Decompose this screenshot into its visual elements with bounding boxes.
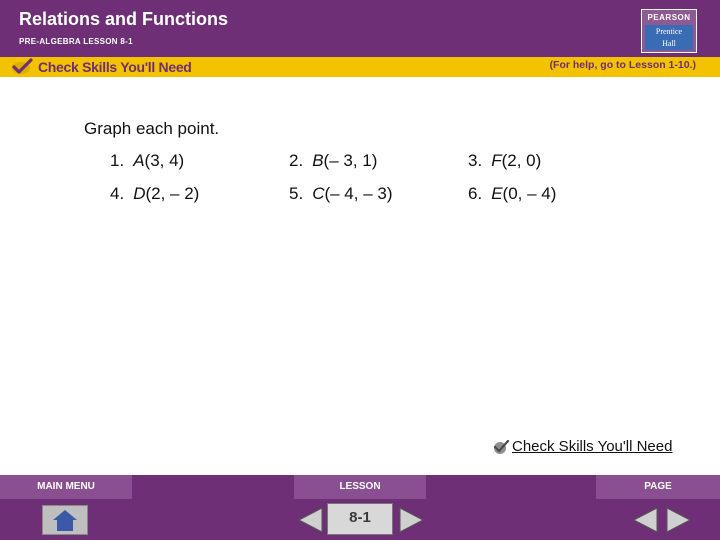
point-label: B: [312, 151, 324, 170]
lesson-previous-icon[interactable]: [295, 505, 325, 535]
problem-item: [468, 151, 541, 171]
skills-bar-title: Check Skills You'll Need: [38, 59, 192, 75]
checkmark-icon: [492, 439, 510, 455]
point-label: A: [133, 151, 145, 170]
logo-top-text: PEARSON: [647, 13, 691, 22]
home-icon: [43, 506, 87, 534]
help-reference: (For help, go to Lesson 1-10.): [549, 59, 696, 71]
problem-number: 1.: [110, 151, 125, 170]
page-previous-icon[interactable]: [630, 505, 660, 535]
point-coordinates: (3, 4): [144, 151, 185, 170]
point-label: E: [491, 184, 503, 203]
problem-number: 4.: [110, 184, 125, 203]
point-coordinates: (0, – 4): [502, 184, 557, 203]
problem-item: [289, 151, 377, 171]
point-label: C: [312, 184, 325, 203]
checkmark-icon: [10, 57, 34, 77]
problem-number: 5.: [289, 184, 304, 203]
page-title: Relations and Functions: [19, 9, 229, 29]
point-coordinates: (2, 0): [501, 151, 542, 170]
publisher-logo: [641, 9, 697, 53]
point-label: F: [491, 151, 502, 170]
instruction-text: Graph each point.: [84, 119, 220, 138]
main-menu-label: MAIN MENU: [37, 481, 95, 492]
problem-item: [289, 184, 393, 204]
header-bar: [0, 0, 720, 57]
problem-item: [110, 184, 199, 204]
logo-bottom-text: Prentice Hall: [645, 25, 693, 50]
point-coordinates: (2, – 2): [145, 184, 200, 203]
problem-number: 3.: [468, 151, 483, 170]
problem-number: 6.: [468, 184, 483, 203]
point-label: D: [133, 184, 146, 203]
point-coordinates: (– 4, – 3): [324, 184, 393, 203]
check-skills-link-label[interactable]: Check Skills You'll Need: [512, 438, 673, 455]
lesson-number-button[interactable]: 8-1: [327, 503, 393, 535]
point-coordinates: (– 3, 1): [323, 151, 378, 170]
problem-item: [468, 184, 556, 204]
page-label: PAGE: [644, 481, 672, 492]
lesson-label: LESSON: [339, 481, 381, 492]
lesson-subtitle: PRE-ALGEBRA LESSON 8-1: [19, 37, 133, 46]
problem-item: [110, 151, 184, 171]
problem-number: 2.: [289, 151, 304, 170]
lesson-next-icon[interactable]: [397, 505, 427, 535]
home-button[interactable]: [42, 505, 88, 535]
page-next-icon[interactable]: [664, 505, 694, 535]
